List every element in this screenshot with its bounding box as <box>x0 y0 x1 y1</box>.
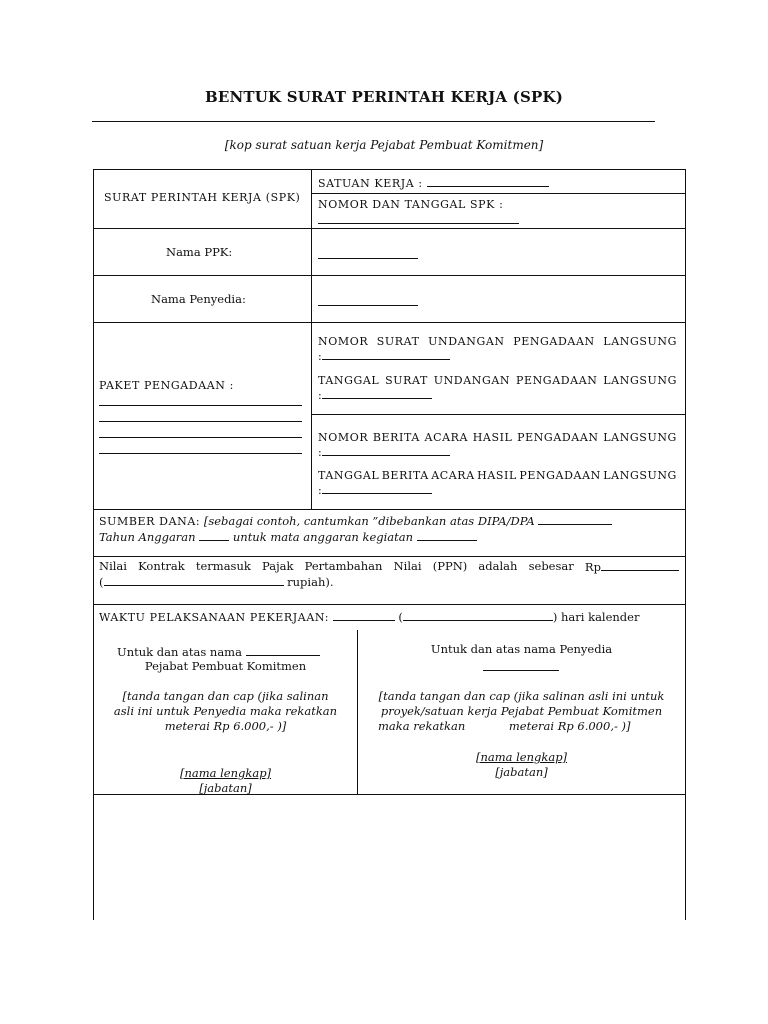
title-rule <box>92 121 655 122</box>
right-on-behalf-blank <box>483 670 559 671</box>
nama-penyedia-label: Nama Penyedia: <box>151 292 246 306</box>
nomor-tanggal-label: NOMOR DAN TANGGAL SPK : <box>318 198 504 211</box>
tanggal-undangan-label <box>318 374 677 387</box>
lower-frame-right <box>685 795 686 920</box>
nilai-word: Pajak <box>262 559 294 573</box>
sumber-dana-line-2 <box>99 529 477 544</box>
nama-ppk-blank <box>318 258 418 259</box>
right-signer-name-text: [nama lengkap] <box>475 750 568 764</box>
left-note-line-1: [tanda tangan dan cap (jika salinan <box>122 689 329 703</box>
nomor-tanggal-blank <box>318 223 519 224</box>
right-note-rekatkan: maka rekatkan <box>378 719 466 733</box>
row-divider <box>93 228 686 229</box>
sumber-dana-text: [sebagai contoh, cantumkan ”dibebankan atas DIPA/DPA <box>203 514 535 528</box>
nomor-berita-acara-blank <box>322 444 450 456</box>
label-word: BERITA <box>372 431 420 444</box>
label-word: HASIL <box>472 431 513 444</box>
rp-blank <box>601 559 679 571</box>
label-word: SURAT <box>385 374 428 387</box>
nilai-word: sebesar <box>528 559 574 573</box>
nilai-word: (PPN) <box>432 559 468 573</box>
nomor-undangan-blank <box>322 348 450 360</box>
label-word: BERITA <box>381 469 429 482</box>
paket-blank-line <box>99 405 302 406</box>
cell-divider <box>311 193 686 194</box>
right-note-line-1: [tanda tangan dan cap (jika salinan asli ini untuk <box>378 689 665 703</box>
nama-ppk-label: Nama PPK: <box>166 245 233 259</box>
right-note-line-2: proyek/satuan kerja Pejabat Pembuat Komitmen <box>380 704 663 718</box>
label-word: LANGSUNG <box>603 431 677 444</box>
lower-frame-left <box>93 795 94 920</box>
label-word: PENGADAAN <box>517 431 599 444</box>
waktu-pelaksanaan-line <box>99 609 639 624</box>
label-word: SURAT <box>376 335 420 348</box>
mata-anggaran-blank <box>417 529 477 541</box>
left-signer-name-text: [nama lengkap] <box>179 766 272 780</box>
terbilang-blank <box>104 574 284 586</box>
label-word: ACARA <box>431 469 475 482</box>
nama-penyedia-blank <box>318 305 418 306</box>
nomor-berita-acara-colon <box>318 444 450 459</box>
label-word: NOMOR <box>318 431 369 444</box>
open-paren: ( <box>99 575 104 589</box>
nilai-kontrak-line-1 <box>99 559 679 574</box>
colon: : <box>318 484 323 497</box>
right-note-line-3 <box>378 719 630 733</box>
right-signer-name <box>358 750 685 764</box>
tanggal-berita-acara-label <box>318 469 677 482</box>
waktu-terbilang-blank <box>403 609 553 621</box>
row-divider <box>93 322 686 323</box>
label-word: LANGSUNG <box>603 469 677 482</box>
label-word: UNDANGAN <box>428 335 505 348</box>
label-word: PENGADAAN <box>519 469 601 482</box>
waktu-pelaksanaan-label: WAKTU PELAKSANAAN PEKERJAAN: <box>99 611 330 624</box>
nomor-berita-acara-label <box>318 431 677 444</box>
hari-kalender-label: ) hari kalender <box>552 610 640 624</box>
letterhead-placeholder: [kop surat satuan kerja Pejabat Pembuat Komitmen] <box>224 138 544 152</box>
rupiah-label: rupiah). <box>287 575 334 589</box>
label-word: TANGGAL <box>318 469 380 482</box>
mata-anggaran-label: untuk mata anggaran kegiatan <box>232 530 414 544</box>
tahun-anggaran-label: Tahun Anggaran <box>99 530 196 544</box>
tahun-anggaran-blank <box>199 529 229 541</box>
rp-label: Rp <box>584 560 601 574</box>
label-word: NOMOR <box>318 335 369 348</box>
nomor-undangan-colon <box>318 348 450 363</box>
left-signer-line-1 <box>117 644 320 659</box>
tanggal-undangan-colon <box>318 387 432 402</box>
waktu-angka-blank <box>333 609 395 621</box>
left-note-line-3: meterai Rp 6.000,- )] <box>164 719 287 733</box>
nilai-word: termasuk <box>195 559 251 573</box>
satuan-kerja-label: SATUAN KERJA : <box>318 177 423 190</box>
satuan-kerja-field <box>318 175 549 190</box>
colon: : <box>318 350 323 363</box>
nomor-undangan-label <box>318 335 677 348</box>
row-divider <box>93 604 686 605</box>
row-divider <box>93 275 686 276</box>
left-on-behalf-blank <box>246 644 320 656</box>
tanggal-berita-acara-colon <box>318 482 432 497</box>
tanggal-berita-acara-blank <box>322 482 432 494</box>
colon: : <box>318 389 323 402</box>
nilai-word: Kontrak <box>138 559 185 573</box>
paket-pengadaan-label: PAKET PENGADAAN : <box>99 379 234 392</box>
nilai-word: Nilai <box>99 559 127 573</box>
left-signer-line-2: Pejabat Pembuat Komitmen <box>144 659 307 673</box>
paket-blank-line <box>99 421 302 422</box>
label-word: HASIL <box>477 469 517 482</box>
label-word: PENGADAAN <box>515 374 598 387</box>
left-on-behalf-label: Untuk dan atas nama <box>117 645 242 659</box>
satuan-kerja-blank <box>427 175 549 187</box>
label-word: TANGGAL <box>318 374 380 387</box>
right-signer-line-1: Untuk dan atas nama Penyedia <box>430 642 613 656</box>
row-divider <box>93 556 686 557</box>
left-signer-position: [jabatan] <box>199 781 252 795</box>
right-signer-position: [jabatan] <box>495 765 548 779</box>
nilai-word: Pertambahan <box>304 559 383 573</box>
label-word: UNDANGAN <box>433 374 511 387</box>
rp-field <box>585 559 679 574</box>
tanggal-undangan-blank <box>322 387 432 399</box>
paket-blank-line <box>99 437 302 438</box>
sumber-dana-line-1 <box>99 513 612 528</box>
sumber-dana-label: SUMBER DANA: <box>99 515 201 528</box>
nilai-word: adalah <box>478 559 518 573</box>
label-word: LANGSUNG <box>603 374 677 387</box>
left-signer-name <box>94 766 357 780</box>
document-title: BENTUK SURAT PERINTAH KERJA (SPK) <box>204 88 564 106</box>
nilai-word: Nilai <box>393 559 422 573</box>
cell-divider <box>311 414 686 415</box>
open-paren: ( <box>398 610 403 624</box>
dipa-blank <box>538 513 612 525</box>
nilai-kontrak-line-2 <box>99 574 334 589</box>
label-word: PENGADAAN <box>513 335 595 348</box>
label-word: LANGSUNG <box>603 335 677 348</box>
row-divider <box>93 509 686 510</box>
spk-label: SURAT PERINTAH KERJA (SPK) <box>104 191 301 204</box>
column-divider <box>311 169 312 509</box>
right-note-meterai: meterai Rp 6.000,- )] <box>508 719 631 733</box>
left-note-line-2: asli ini untuk Penyedia maka rekatkan <box>113 704 338 718</box>
colon: : <box>318 446 323 459</box>
paket-blank-line <box>99 453 302 454</box>
label-word: ACARA <box>424 431 469 444</box>
